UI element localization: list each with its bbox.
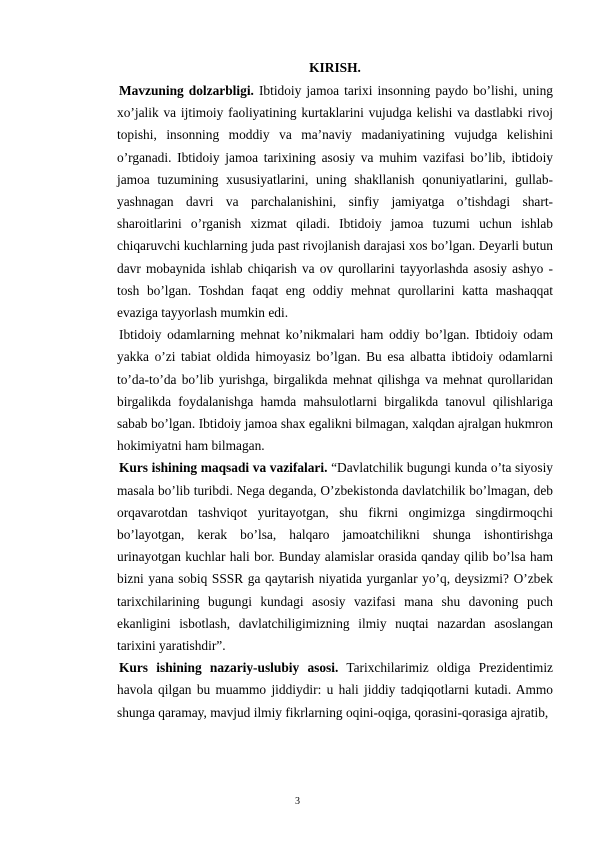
page-number: 3 (295, 796, 300, 807)
paragraph-heading: Mavzuning dolzarbligi. (119, 83, 254, 98)
paragraph-heading: Kurs ishining nazariy-uslubiy asosi. (119, 660, 339, 676)
paragraph-text: Ibtidoiy odamlarning mehnat ko’nikmalari ham oddiy bo’lgan. Ibtidoiy odam yakka o’zi tabiat oldida himoyasiz bo’lgan. Bu esa albatta ibtidoiy odamlarni to’da-to’da bo’lib yurishga, birgalikda mehnat qilishga va mehnat qurollaridan birgalikda foydalanishga hamda mahsulotlarni birgalikda tanovul qilishlariga sabab bo’lgan. Ibtidoiy jamoa shax egalikni bilmagan, xalqdan ajralgan hukmron hokimiyatni ham bilmagan. (117, 327, 553, 454)
paragraph-goals (117, 457, 553, 657)
paragraph-text: “Davlatchilik bugungi kunda o’ta siyosiy masala bo’lib turibdi. Nega deganda, O’zbekistonda davlatchilik bo’lmagan, deb orqavarotdan tashviqot yuritayotgan, shu fikrni ongimizga singdirmoqchi bo’layotgan, kerak bo’lsa, halqaro jamoatchilikni shunga ishontirishga urinayotgan kuchlar hali bor. Bunday alamislar orasida qanday qilib bo’lsa ham bizni yana sobiq SSSR ga qaytarish niyatida yurganlar yo’q, deysizmi? O’zbek tarixchilarining bugungi kundagi asosiy vazifasi mana shu davoning puch ekanligini isbotlash, davlatchiligimizning ilmiy nuqtai nazardan asoslangan tarixini yaratishdir”. (117, 460, 554, 654)
document-body (117, 80, 553, 724)
paragraph-primitive-people (117, 324, 553, 457)
paragraph-text: Tarixchilarimiz oldiga Prezidentimiz havola qilgan bu muammo jiddiydir: u hali jiddiy tadqiqotlarni kutadi. Ammo shunga qaramay, mavjud ilmiy fikrlarning oqini-oqiga, qorasini-qorasiga ajratib, (117, 660, 553, 720)
paragraph-text: Ibtidoiy jamoa tarixi insonning paydo bo’lishi, uning xo’jalik va ijtimoiy faoliyatining kurtaklarini vujudga kelishi va dastlabki rivoj topishi, insonning moddiy va ma’naviy madaniyatining vujudga kelishini o’rganadi. Ibtidoiy jamoa tarixining asosiy va muhim vazifasi bo’lib, ibtidoiy jamoa tuzumining xususiyatlarini, uning shakllanish qonuniyatlarini, gullab-yashnagan davri va parchalanishini, sinfiy jamiyatga o’tishdagi shart-sharoitlarini o’rganish xizmat qiladi. Ibtidoiy jamoa tuzumi uchun ishlab chiqaruvchi kuchlarning juda past rivojlanish darajasi xos bo’lgan. Deyarli butun davr mobaynida ishlab chiqarish va ov qurollarini tayyorlashda asosiy ashyo - tosh bo’lgan. Toshdan faqat eng oddiy mehnat qurollarini katta mashaqqat evaziga tayyorlash mumkin edi. (117, 83, 553, 321)
paragraph-relevance (117, 80, 553, 324)
page-title: KIRISH. (309, 60, 361, 75)
paragraph-heading: Kurs ishining maqsadi va vazifalari. (119, 460, 328, 476)
paragraph-methodology (117, 657, 553, 724)
